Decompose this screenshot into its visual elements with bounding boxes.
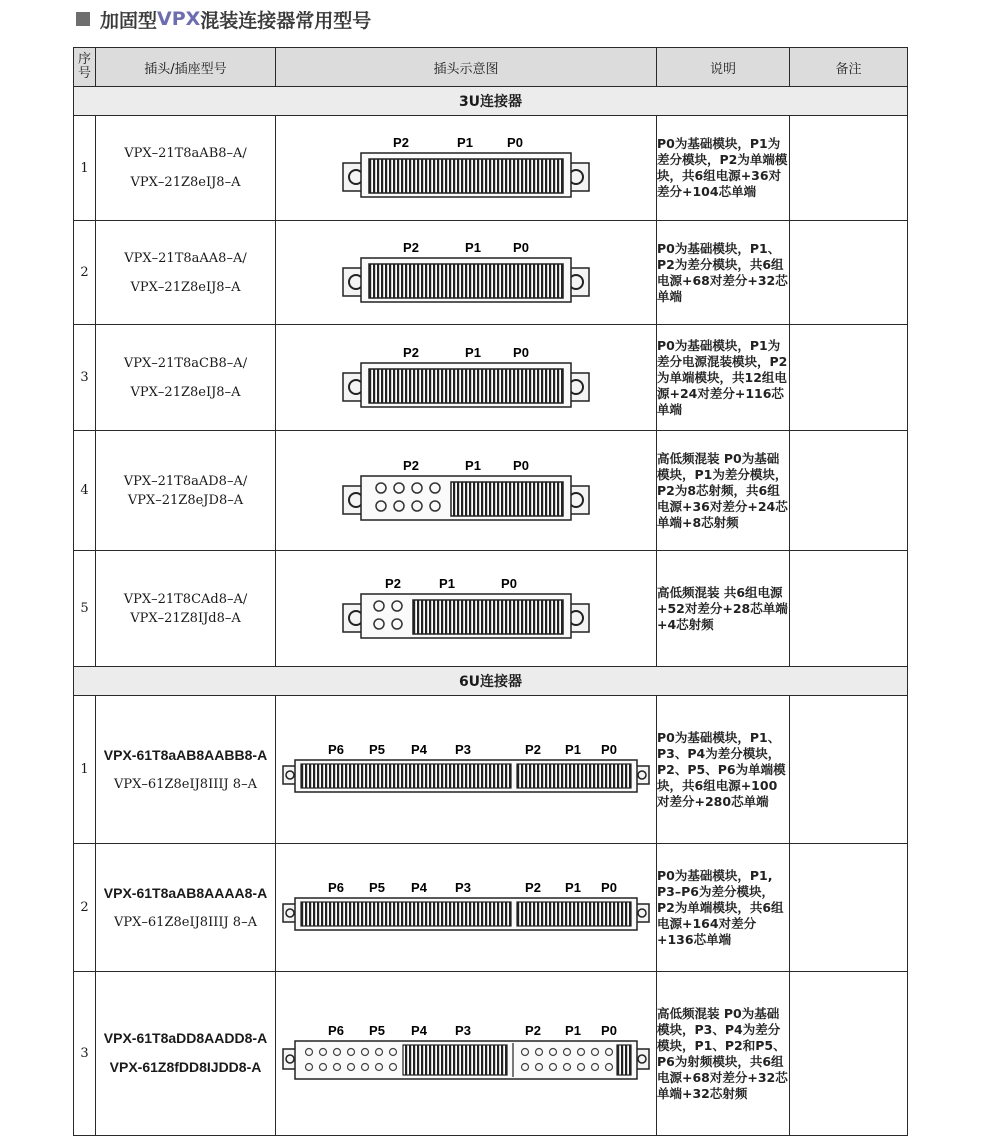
diagram-label: P2 bbox=[525, 741, 541, 757]
row-number: 5 bbox=[74, 551, 96, 667]
plug-model: VPX–21T8aAB8–A/ bbox=[124, 146, 247, 161]
diagram-label: P1 bbox=[465, 344, 481, 360]
row-number: 3 bbox=[74, 972, 96, 1136]
header-model: 插头/插座型号 bbox=[96, 48, 276, 87]
title-prefix: 加固型 bbox=[100, 9, 158, 32]
note-cell bbox=[790, 325, 908, 431]
diagram-label: P0 bbox=[601, 879, 617, 895]
row-number: 3 bbox=[74, 325, 96, 431]
socket-model: VPX–21Z8IJd8–A bbox=[130, 610, 241, 626]
diagram-label: P0 bbox=[507, 135, 523, 150]
diagram-cell bbox=[276, 844, 657, 972]
plug-model: VPX–21T8CAd8–A/ bbox=[123, 591, 248, 607]
connector-diagram-rf bbox=[341, 574, 591, 644]
diagram-label: P5 bbox=[369, 1022, 385, 1038]
model-cell bbox=[96, 221, 276, 325]
table-row bbox=[74, 431, 908, 551]
diagram-label: P2 bbox=[385, 575, 401, 591]
diagram-cell bbox=[276, 116, 657, 221]
connector-diagram-3u bbox=[341, 133, 591, 203]
description: P0为基础模块，P1, P3–P6为差分模块，P2为单端模块，共6组电源+164对差分+136芯单端 bbox=[657, 844, 790, 972]
description: P0为基础模块，P1、P2为差分模块，共6组电源+68对差分+32芯单端 bbox=[657, 221, 790, 325]
diagram-label: P0 bbox=[601, 741, 617, 757]
model-cell bbox=[96, 972, 276, 1136]
diagram-label: P6 bbox=[328, 1022, 344, 1038]
row-number: 1 bbox=[74, 116, 96, 221]
connector-diagram-6u-rf bbox=[281, 1021, 651, 1087]
diagram-label: P1 bbox=[465, 457, 481, 473]
model-cell bbox=[96, 551, 276, 667]
socket-model: VPX-61Z8fDD8IJDD8-A bbox=[109, 1059, 262, 1075]
diagram-cell bbox=[276, 325, 657, 431]
socket-model: VPX–21Z8eIJ8–A bbox=[130, 384, 241, 400]
plug-model: VPX-61T8aDD8AADD8-A bbox=[103, 1030, 268, 1046]
note-cell bbox=[790, 221, 908, 325]
diagram-label: P2 bbox=[403, 457, 419, 473]
model-cell bbox=[96, 696, 276, 844]
connector-diagram-3u bbox=[341, 238, 591, 308]
plug-model: VPX–21T8aCB8–A/ bbox=[123, 355, 248, 371]
diagram-cell bbox=[276, 431, 657, 551]
note-cell bbox=[790, 116, 908, 221]
header-desc: 说明 bbox=[657, 48, 790, 87]
description: P0为基础模块，P1为差分模块，P2为单端模块，共6组电源+36对差分+104芯单端 bbox=[657, 116, 790, 221]
section-row bbox=[74, 87, 908, 116]
table-row bbox=[74, 221, 908, 325]
plug-model: VPX-61T8aAB8AABB8-A bbox=[103, 746, 268, 763]
socket-model: VPX–21Z8eIJ8–A bbox=[130, 279, 241, 295]
diagram-label: P5 bbox=[369, 879, 385, 895]
section-row bbox=[74, 667, 908, 696]
diagram-label: P3 bbox=[455, 741, 471, 757]
diagram-label: P0 bbox=[513, 344, 529, 360]
diagram-label: P2 bbox=[403, 239, 419, 255]
table-row bbox=[74, 696, 908, 844]
socket-model: VPX–21Z8eJD8–A bbox=[127, 492, 244, 508]
description: P0为基础模块，P1为差分电源混装模块，P2为单端模块，共12组电源+24对差分+116芯单端 bbox=[657, 325, 790, 431]
page-title bbox=[76, 4, 371, 34]
note-cell bbox=[790, 551, 908, 667]
description: 高低频混装 共6组电源+52对差分+28芯单端+4芯射频 bbox=[657, 551, 790, 667]
socket-model: VPX–61Z8eIJ8IIIJ 8–A bbox=[114, 776, 257, 792]
diagram-label: P3 bbox=[455, 879, 471, 895]
title-suffix: 混装连接器常用型号 bbox=[200, 9, 372, 32]
square-bullet-icon bbox=[76, 12, 90, 26]
header-diagram: 插头示意图 bbox=[276, 48, 657, 87]
header-note: 备注 bbox=[790, 48, 908, 87]
note-cell bbox=[790, 972, 908, 1136]
diagram-label: P1 bbox=[565, 741, 581, 757]
section-label: 3U连接器 bbox=[74, 87, 908, 116]
connector-diagram-rf bbox=[341, 456, 591, 526]
diagram-label: P4 bbox=[411, 741, 427, 757]
description: P0为基础模块，P1、P3、P4为差分模块，P2、P5、P6为单端模块，共6组电源+100对差分+280芯单端 bbox=[657, 696, 790, 844]
plug-model: VPX–21T8aAD8–A/ bbox=[123, 473, 248, 489]
diagram-label: P0 bbox=[513, 239, 529, 255]
diagram-cell bbox=[276, 221, 657, 325]
diagram-label: P0 bbox=[601, 1022, 617, 1038]
row-number: 2 bbox=[74, 844, 96, 972]
note-cell bbox=[790, 844, 908, 972]
diagram-label: P5 bbox=[369, 741, 385, 757]
note-cell bbox=[790, 431, 908, 551]
diagram-label: P1 bbox=[457, 135, 473, 150]
socket-model: VPX–21Z8eIJ8–A bbox=[130, 175, 241, 190]
connector-table bbox=[73, 47, 908, 1136]
table-row bbox=[74, 844, 908, 972]
diagram-label: P2 bbox=[525, 1022, 541, 1038]
section-label: 6U连接器 bbox=[74, 667, 908, 696]
table-row bbox=[74, 972, 908, 1136]
row-number: 1 bbox=[74, 696, 96, 844]
diagram-label: P1 bbox=[439, 575, 455, 591]
diagram-label: P1 bbox=[465, 239, 481, 255]
diagram-label: P3 bbox=[455, 1022, 471, 1038]
table-row bbox=[74, 551, 908, 667]
description: 高低频混装 P0为基础模块，P3、P4为差分模块，P1、P2和P5、P6为射频模块，共6组电源+68对差分+32芯单端+32芯射频 bbox=[657, 972, 790, 1136]
row-number: 2 bbox=[74, 221, 96, 325]
row-number: 4 bbox=[74, 431, 96, 551]
diagram-label: P2 bbox=[403, 344, 419, 360]
header-seq: 序号 bbox=[74, 48, 96, 87]
diagram-label: P4 bbox=[411, 879, 427, 895]
title-brand: VPX bbox=[157, 8, 201, 30]
connector-diagram-3u bbox=[341, 343, 591, 413]
diagram-label: P6 bbox=[328, 741, 344, 757]
note-cell bbox=[790, 696, 908, 844]
diagram-label: P4 bbox=[411, 1022, 427, 1038]
connector-diagram-6u bbox=[281, 878, 651, 938]
diagram-label: P2 bbox=[525, 879, 541, 895]
diagram-label: P6 bbox=[328, 879, 344, 895]
diagram-cell bbox=[276, 696, 657, 844]
connector-diagram-6u bbox=[281, 740, 651, 800]
table-row bbox=[74, 116, 908, 221]
model-cell bbox=[96, 431, 276, 551]
diagram-label: P0 bbox=[501, 575, 517, 591]
socket-model: VPX–61Z8eIJ8IIIJ 8–A bbox=[114, 914, 257, 930]
diagram-label: P1 bbox=[565, 879, 581, 895]
plug-model: VPX-61T8aAB8AAAA8-A bbox=[103, 884, 268, 901]
model-cell bbox=[96, 325, 276, 431]
diagram-label: P2 bbox=[393, 135, 409, 150]
diagram-cell bbox=[276, 551, 657, 667]
table-row bbox=[74, 325, 908, 431]
header-row bbox=[74, 48, 908, 87]
description: 高低频混装 P0为基础模块，P1为差分模块，P2为8芯射频，共6组电源+36对差分+24芯单端+8芯射频 bbox=[657, 431, 790, 551]
model-cell bbox=[96, 116, 276, 221]
diagram-label: P1 bbox=[565, 1022, 581, 1038]
model-cell bbox=[96, 844, 276, 972]
diagram-label: P0 bbox=[513, 457, 529, 473]
plug-model: VPX–21T8aAA8–A/ bbox=[124, 250, 247, 266]
diagram-cell bbox=[276, 972, 657, 1136]
